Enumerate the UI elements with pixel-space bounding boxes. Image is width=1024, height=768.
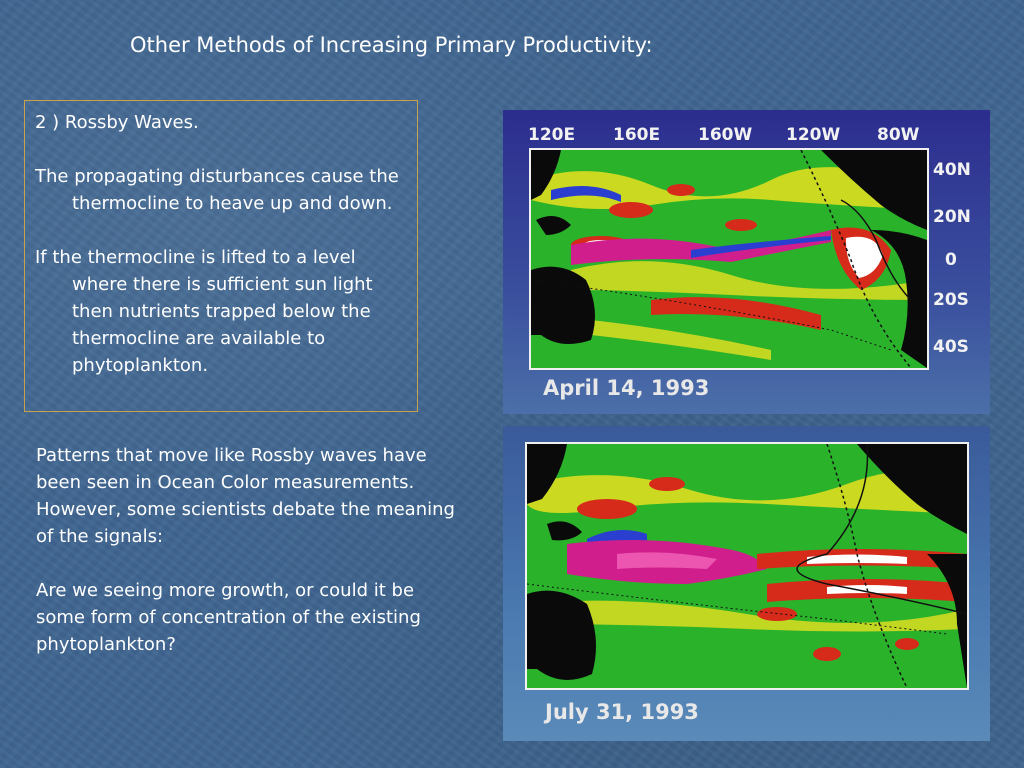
map-image-april — [531, 150, 927, 368]
body-text — [36, 442, 456, 685]
box-paragraph-2: If the thermocline is lifted to a level where there is sufficient sun light then nutrients trapped below the thermocline are available to phytoplankton. — [35, 247, 373, 376]
lon-label-5: 80W — [877, 125, 920, 145]
ocean-color-map-april — [529, 148, 929, 370]
ocean-color-map-july — [525, 442, 969, 690]
lon-label-3: 160W — [698, 125, 753, 145]
lat-label-4: 20S — [933, 290, 969, 310]
lat-label-3: 0 — [945, 250, 957, 270]
lat-label-1: 40N — [933, 160, 971, 180]
rossby-waves-box — [24, 100, 418, 412]
figure-date-april: April 14, 1993 — [543, 376, 710, 400]
lon-label-2: 160E — [613, 125, 661, 145]
lat-label-2: 20N — [933, 207, 971, 227]
figure-april — [503, 110, 990, 414]
lat-label-5: 40S — [933, 337, 969, 357]
box-paragraph-1: The propagating disturbances cause the thermocline to heave up and down. — [35, 166, 399, 214]
figure-date-july: July 31, 1993 — [545, 700, 699, 724]
lon-label-1: 120E — [528, 125, 576, 145]
body-paragraph-1: Patterns that move like Rossby waves have been seen in Ocean Color measurements. However, some scientists debate the meaning of the signals: — [36, 445, 455, 547]
slide-title: Other Methods of Increasing Primary Productivity: — [130, 33, 653, 57]
map-image-july — [527, 444, 967, 688]
lon-label-4: 120W — [786, 125, 841, 145]
figure-july — [503, 426, 990, 741]
box-heading: 2 ) Rossby Waves. — [35, 112, 199, 133]
body-paragraph-2: Are we seeing more growth, or could it be some form of concentration of the existing phytoplankton? — [36, 580, 421, 655]
